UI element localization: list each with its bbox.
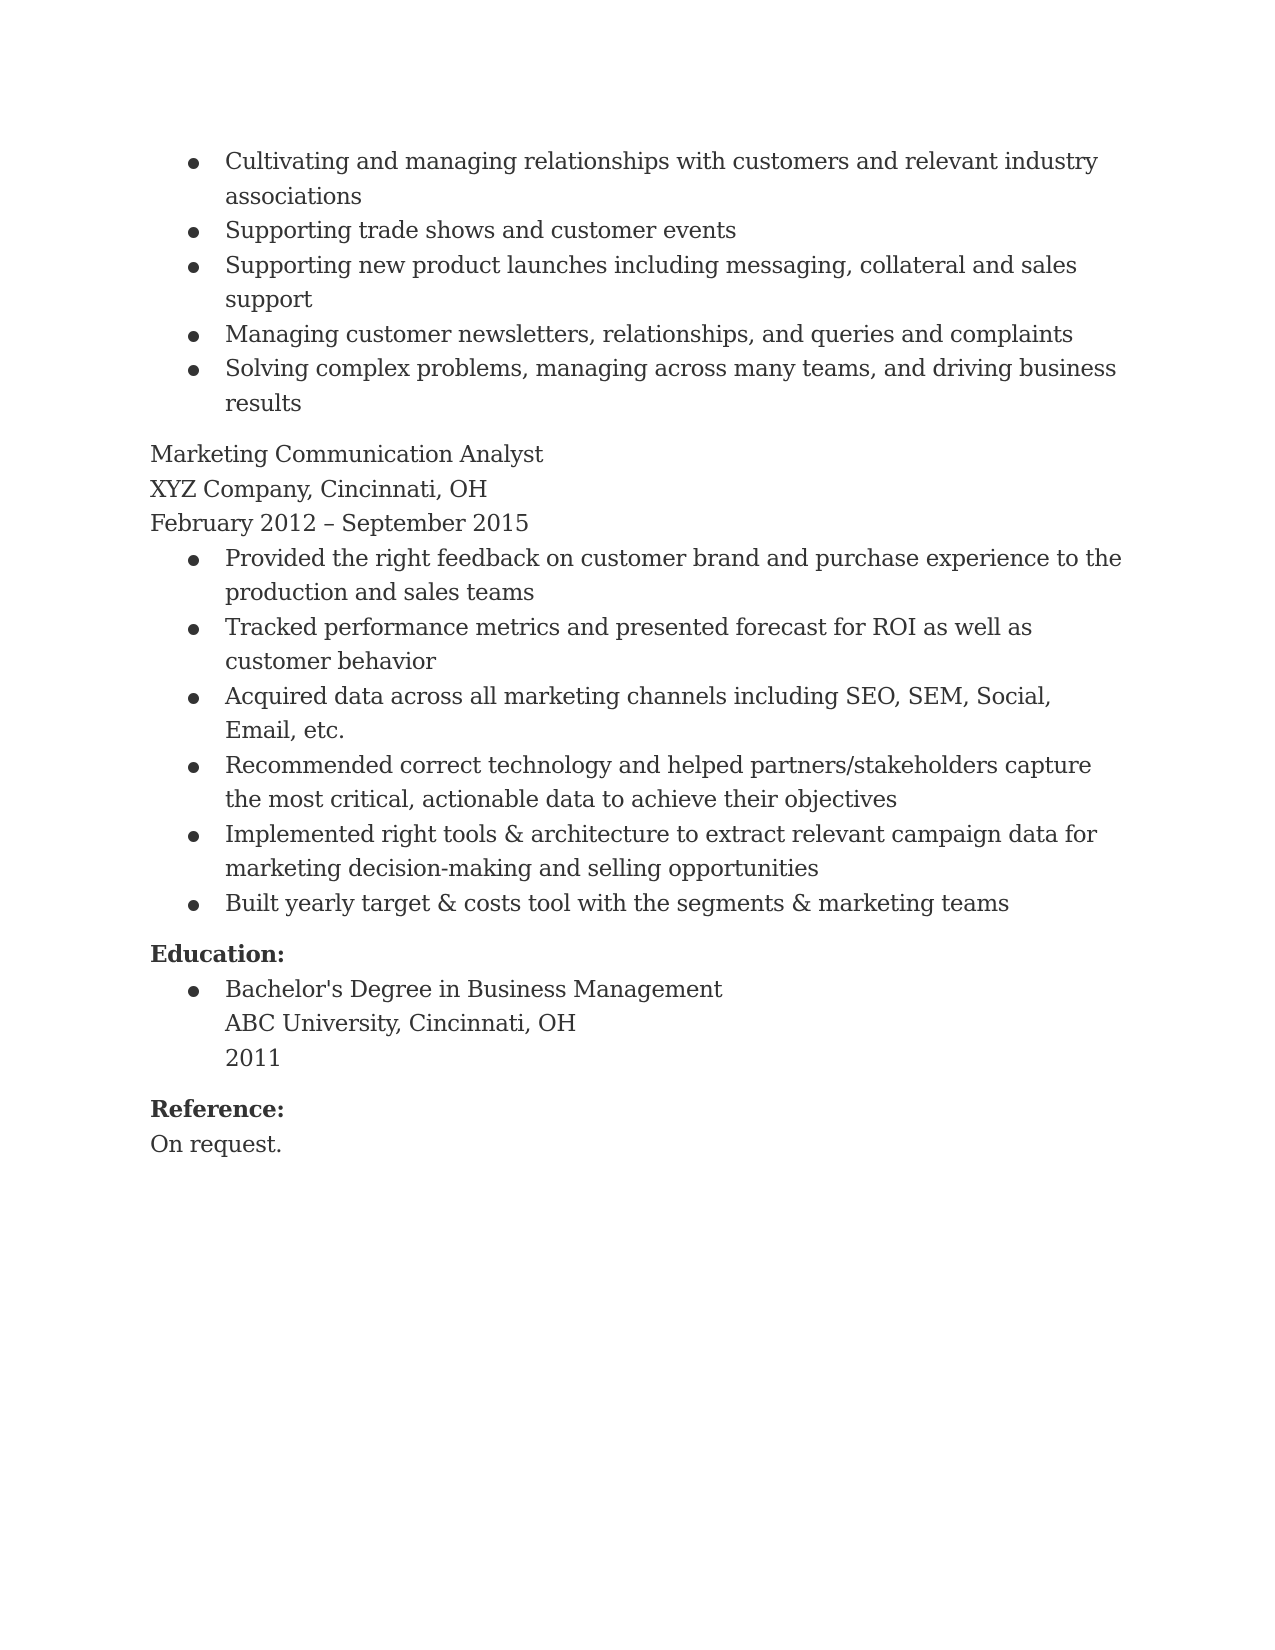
duty-text: Cultivating and managing relationships with customers and relevant industry associations: [225, 149, 1098, 210]
list-item: [150, 887, 1125, 922]
list-item: [150, 680, 1125, 749]
reference-text: On request.: [150, 1131, 283, 1158]
duty-text: Implemented right tools & architecture to extract relevant campaign data for marketing decision-making and selling opportunities: [225, 821, 1097, 882]
duty-text: Solving complex problems, managing across many teams, and driving business results: [225, 356, 1117, 417]
education-heading: Education:: [150, 941, 285, 968]
list-item: [150, 352, 1125, 421]
list-item: [150, 318, 1125, 353]
duty-text: Managing customer newsletters, relationships, and queries and complaints: [225, 321, 1073, 348]
bullet-icon: [188, 365, 199, 376]
job-dates: February 2012 – September 2015: [150, 511, 529, 537]
bullet-icon: [188, 693, 199, 704]
bullet-icon: [188, 762, 199, 773]
bullet-icon: [188, 900, 199, 911]
duty-text: Supporting trade shows and customer events: [225, 218, 737, 244]
education-degree: Bachelor's Degree in Business Management: [225, 976, 723, 1003]
bullet-icon: [188, 331, 199, 342]
list-item: [150, 249, 1125, 318]
education-list: [150, 973, 1125, 1077]
resume-page: [150, 145, 1125, 1162]
duty-text: Acquired data across all marketing channels including SEO, SEM, Social, Email, etc.: [225, 683, 1052, 744]
list-item: [150, 973, 1125, 1077]
previous-duties-list: [150, 145, 1125, 421]
list-item: [150, 145, 1125, 214]
bullet-icon: [188, 831, 199, 842]
duty-text: Built yearly target & costs tool with the segments & marketing teams: [225, 890, 1010, 917]
bullet-icon: [188, 555, 199, 566]
job-company: XYZ Company, Cincinnati, OH: [150, 476, 488, 503]
job-duties-list: [150, 542, 1125, 922]
education-year: 2011: [225, 1045, 282, 1072]
duty-text: Tracked performance metrics and presented forecast for ROI as well as customer behavior: [225, 614, 1033, 675]
bullet-icon: [188, 227, 199, 238]
list-item: [150, 818, 1125, 887]
list-item: [150, 749, 1125, 818]
list-item: [150, 214, 1125, 249]
duty-text: Provided the right feedback on customer brand and purchase experience to the production and sales teams: [225, 545, 1122, 606]
duty-text: Supporting new product launches including messaging, collateral and sales support: [225, 252, 1077, 313]
job-title: Marketing Communication Analyst: [150, 442, 544, 468]
bullet-icon: [188, 986, 199, 997]
list-item: [150, 611, 1125, 680]
reference-heading: Reference:: [150, 1096, 285, 1123]
job-section: [150, 438, 1125, 921]
list-item: [150, 542, 1125, 611]
duty-text: Recommended correct technology and helped partners/stakeholders capture the most critical, actionable data to achieve their objectives: [225, 752, 1092, 813]
bullet-icon: [188, 624, 199, 635]
bullet-icon: [188, 262, 199, 273]
bullet-icon: [188, 158, 199, 169]
education-school: ABC University, Cincinnati, OH: [225, 1011, 576, 1037]
